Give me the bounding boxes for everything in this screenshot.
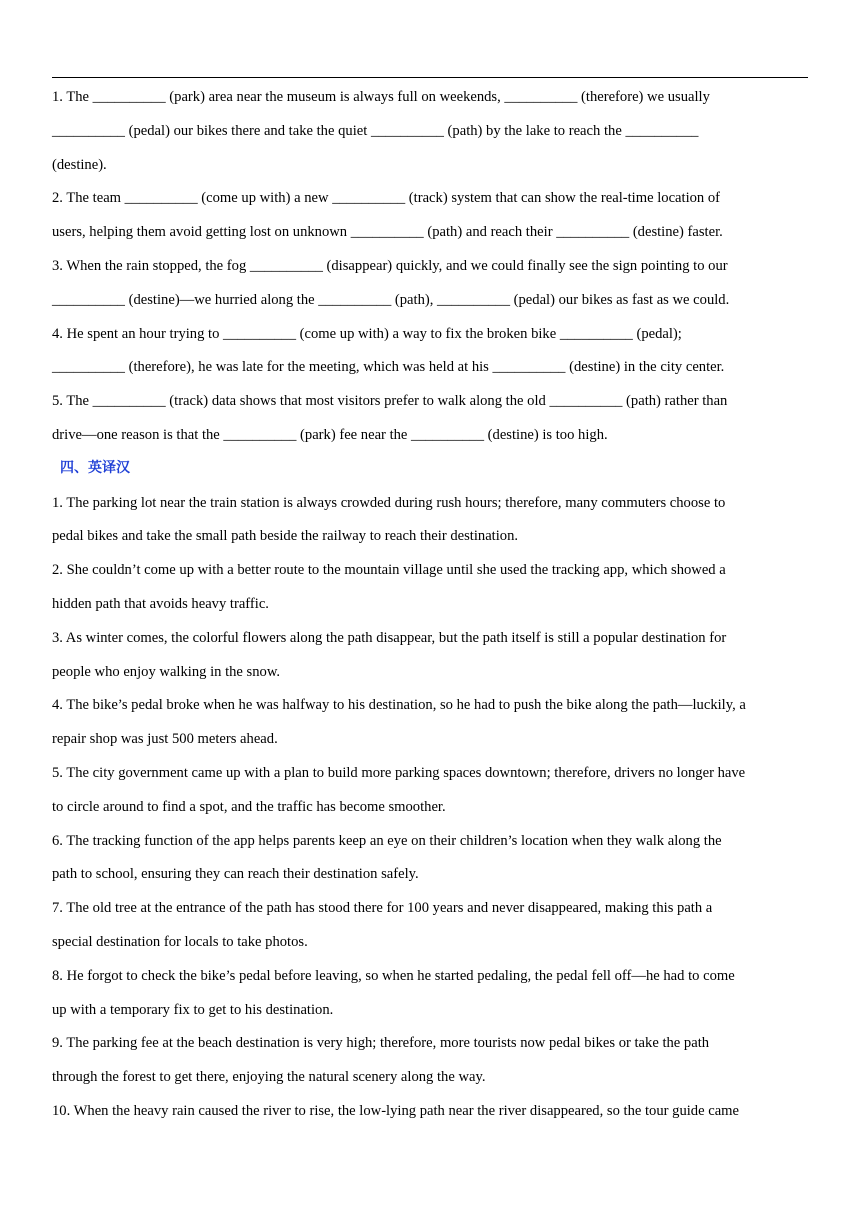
translation-9-line-1: 9. The parking fee at the beach destination is very high; therefore, more tourists now pedal bikes or take the path bbox=[52, 1035, 710, 1051]
fill-blank-4-line-2: __________ (therefore), he was late for the meeting, which was held at his __________ (destine) in the city center. bbox=[52, 359, 725, 375]
translation-4-line-1: 4. The bike’s pedal broke when he was halfway to his destination, so he had to push the bike along the path—luckily, a bbox=[52, 697, 746, 713]
translation-3-line-2: people who enjoy walking in the snow. bbox=[52, 664, 281, 680]
fill-blank-2-line-1: 2. The team __________ (come up with) a new __________ (track) system that can show the real-time location of bbox=[52, 190, 721, 206]
fill-blank-4-line-1: 4. He spent an hour trying to __________ (come up with) a way to fix the broken bike __________ (pedal); bbox=[52, 326, 682, 342]
translation-8-line-1: 8. He forgot to check the bike’s pedal before leaving, so when he started pedaling, the pedal fell off—he had to come bbox=[52, 968, 735, 984]
fill-blank-2-line-2: users, helping them avoid getting lost on unknown __________ (path) and reach their __________ (destine) faster. bbox=[52, 224, 723, 240]
fill-blank-3-line-1: 3. When the rain stopped, the fog __________ (disappear) quickly, and we could finally see the sign pointing to our bbox=[52, 258, 728, 274]
fill-blank-5-line-1: 5. The __________ (track) data shows that most visitors prefer to walk along the old __________ (path) rather than bbox=[52, 393, 728, 409]
fill-blank-1-line-3: (destine). bbox=[52, 157, 107, 173]
translation-1-line-2: pedal bikes and take the small path beside the railway to reach their destination. bbox=[52, 528, 519, 544]
translation-5-line-1: 5. The city government came up with a plan to build more parking spaces downtown; therefore, drivers no longer have bbox=[52, 765, 746, 781]
translation-4-line-2: repair shop was just 500 meters ahead. bbox=[52, 731, 278, 747]
translation-5-line-2: to circle around to find a spot, and the traffic has become smoother. bbox=[52, 799, 446, 815]
translation-2-line-2: hidden path that avoids heavy traffic. bbox=[52, 596, 269, 612]
translation-7-line-1: 7. The old tree at the entrance of the path has stood there for 100 years and never disappeared, making this path a bbox=[52, 900, 713, 916]
translation-6-line-1: 6. The tracking function of the app helps parents keep an eye on their children’s location when they walk along the bbox=[52, 833, 722, 849]
translation-1-line-1: 1. The parking lot near the train station is always crowded during rush hours; therefore, many commuters choose to bbox=[52, 495, 726, 511]
header-rule bbox=[52, 77, 808, 78]
translation-2-line-1: 2. She couldn’t come up with a better route to the mountain village until she used the tracking app, which showed a bbox=[52, 562, 726, 578]
fill-blank-5-line-2: drive—one reason is that the __________ (park) fee near the __________ (destine) is too high. bbox=[52, 427, 608, 443]
fill-blank-3-line-2: __________ (destine)—we hurried along the __________ (path), __________ (pedal) our bikes as fast as we could. bbox=[52, 292, 730, 308]
translation-8-line-2: up with a temporary fix to get to his destination. bbox=[52, 1002, 334, 1018]
translation-3-line-1: 3. As winter comes, the colorful flowers along the path disappear, but the path itself is still a popular destination for bbox=[52, 630, 727, 646]
translation-10-line-1: 10. When the heavy rain caused the river to rise, the low-lying path near the river disappeared, so the tour guide came bbox=[52, 1103, 740, 1119]
fill-blank-1-line-1: 1. The __________ (park) area near the museum is always full on weekends, __________ (therefore) we usually bbox=[52, 89, 710, 105]
section-heading: 四、英译汉 bbox=[60, 460, 130, 476]
translation-6-line-2: path to school, ensuring they can reach their destination safely. bbox=[52, 866, 419, 882]
translation-9-line-2: through the forest to get there, enjoying the natural scenery along the way. bbox=[52, 1069, 486, 1085]
translation-7-line-2: special destination for locals to take photos. bbox=[52, 934, 308, 950]
fill-blank-1-line-2: __________ (pedal) our bikes there and take the quiet __________ (path) by the lake to reach the __________ bbox=[52, 123, 699, 139]
